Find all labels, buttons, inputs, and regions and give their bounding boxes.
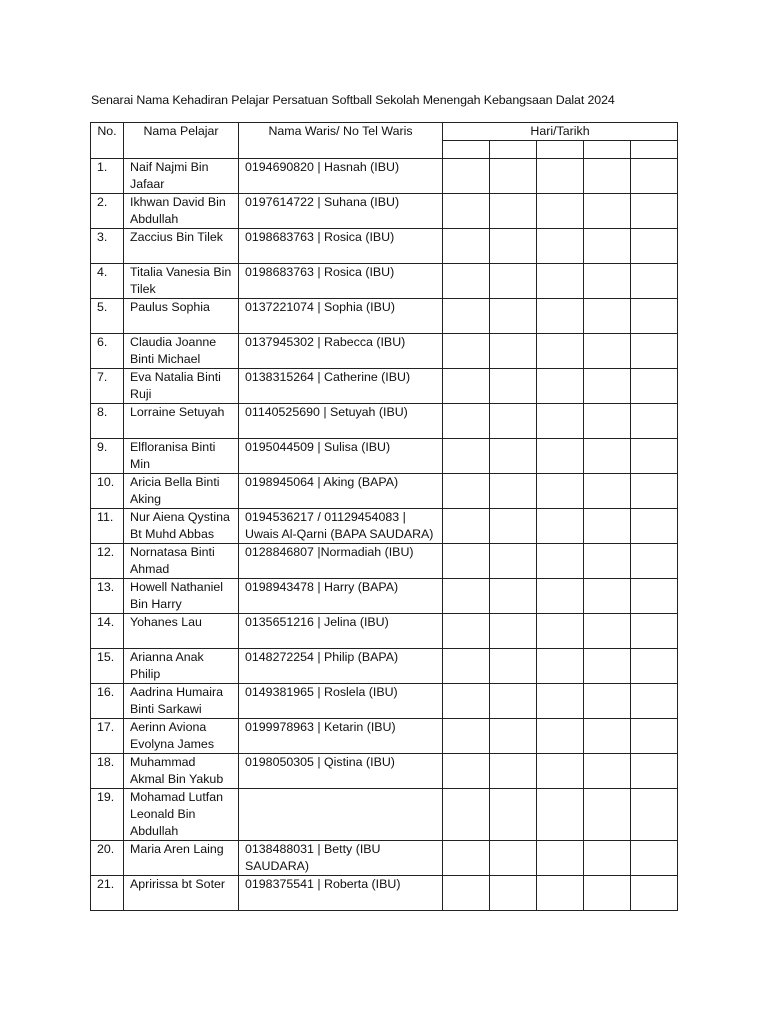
header-day-date: Hari/Tarikh xyxy=(443,123,678,141)
guardian-contact: 0198945064 | Aking (BAPA) xyxy=(239,474,443,509)
attendance-cell[interactable] xyxy=(490,841,537,876)
attendance-cell[interactable] xyxy=(443,579,490,614)
attendance-cell[interactable] xyxy=(490,754,537,789)
attendance-cell[interactable] xyxy=(537,509,584,544)
guardian-contact: 0128846807 |Normadiah (IBU) xyxy=(239,544,443,579)
row-number: 4. xyxy=(91,264,124,299)
attendance-cell[interactable] xyxy=(490,264,537,299)
attendance-cell[interactable] xyxy=(490,439,537,474)
student-name: Nornatasa Binti Ahmad xyxy=(124,544,239,579)
guardian-contact: 0197614722 | Suhana (IBU) xyxy=(239,194,443,229)
header-no: No. xyxy=(91,123,124,159)
table-row xyxy=(91,229,678,264)
attendance-cell[interactable] xyxy=(443,194,490,229)
table-row xyxy=(91,841,678,876)
student-name: Maria Aren Laing xyxy=(124,841,239,876)
attendance-cell[interactable] xyxy=(443,264,490,299)
attendance-cell[interactable] xyxy=(443,876,490,911)
attendance-cell[interactable] xyxy=(584,789,631,841)
row-number: 12. xyxy=(91,544,124,579)
row-number: 11. xyxy=(91,509,124,544)
attendance-table xyxy=(90,122,678,911)
attendance-cell[interactable] xyxy=(443,299,490,334)
attendance-cell[interactable] xyxy=(584,264,631,299)
attendance-cell[interactable] xyxy=(631,719,678,754)
attendance-cell[interactable] xyxy=(631,754,678,789)
attendance-cell[interactable] xyxy=(490,544,537,579)
day-column-header-1 xyxy=(443,141,490,159)
page-title: Senarai Nama Kehadiran Pelajar Persatuan Softball Sekolah Menengah Kebangsaan Dalat 2024 xyxy=(91,93,615,107)
row-number: 17. xyxy=(91,719,124,754)
student-name: Apririssa bt Soter xyxy=(124,876,239,911)
attendance-cell[interactable] xyxy=(631,509,678,544)
attendance-cell[interactable] xyxy=(537,369,584,404)
student-name: Nur Aiena Qystina Bt Muhd Abbas xyxy=(124,509,239,544)
student-name: Yohanes Lau xyxy=(124,614,239,649)
attendance-cell[interactable] xyxy=(584,334,631,369)
attendance-cell[interactable] xyxy=(490,684,537,719)
guardian-contact: 0198375541 | Roberta (IBU) xyxy=(239,876,443,911)
attendance-cell[interactable] xyxy=(631,474,678,509)
guardian-contact: 01140525690 | Setuyah (IBU) xyxy=(239,404,443,439)
table-row xyxy=(91,684,678,719)
table-row xyxy=(91,474,678,509)
attendance-cell[interactable] xyxy=(490,649,537,684)
table-row xyxy=(91,876,678,911)
attendance-cell[interactable] xyxy=(443,544,490,579)
student-name: Arianna Anak Philip xyxy=(124,649,239,684)
attendance-cell[interactable] xyxy=(631,404,678,439)
attendance-cell[interactable] xyxy=(584,614,631,649)
attendance-cell[interactable] xyxy=(631,649,678,684)
attendance-cell[interactable] xyxy=(537,404,584,439)
attendance-cell[interactable] xyxy=(584,754,631,789)
attendance-cell[interactable] xyxy=(631,439,678,474)
student-name: Paulus Sophia xyxy=(124,299,239,334)
student-name: Elfloranisa Binti Min xyxy=(124,439,239,474)
attendance-cell[interactable] xyxy=(584,159,631,194)
attendance-cell[interactable] xyxy=(443,334,490,369)
row-number: 5. xyxy=(91,299,124,334)
attendance-cell[interactable] xyxy=(490,194,537,229)
attendance-cell[interactable] xyxy=(584,229,631,264)
attendance-cell[interactable] xyxy=(537,579,584,614)
attendance-cell[interactable] xyxy=(537,194,584,229)
attendance-cell[interactable] xyxy=(584,509,631,544)
attendance-cell[interactable] xyxy=(490,876,537,911)
attendance-cell[interactable] xyxy=(490,369,537,404)
attendance-cell[interactable] xyxy=(584,649,631,684)
attendance-cell[interactable] xyxy=(631,876,678,911)
attendance-cell[interactable] xyxy=(631,579,678,614)
table-row xyxy=(91,404,678,439)
table-row xyxy=(91,194,678,229)
attendance-cell[interactable] xyxy=(490,614,537,649)
attendance-cell[interactable] xyxy=(443,789,490,841)
attendance-cell[interactable] xyxy=(631,684,678,719)
attendance-cell[interactable] xyxy=(443,474,490,509)
attendance-cell[interactable] xyxy=(537,841,584,876)
guardian-contact: 0194690820 | Hasnah (IBU) xyxy=(239,159,443,194)
guardian-contact: 0135651216 | Jelina (IBU) xyxy=(239,614,443,649)
attendance-cell[interactable] xyxy=(490,404,537,439)
header-guardian: Nama Waris/ No Tel Waris xyxy=(239,123,443,159)
day-column-header-5 xyxy=(631,141,678,159)
attendance-cell[interactable] xyxy=(443,369,490,404)
attendance-cell[interactable] xyxy=(443,159,490,194)
attendance-cell[interactable] xyxy=(537,876,584,911)
attendance-cell[interactable] xyxy=(631,841,678,876)
attendance-cell[interactable] xyxy=(537,684,584,719)
attendance-cell[interactable] xyxy=(631,229,678,264)
row-number: 2. xyxy=(91,194,124,229)
guardian-contact: 0198050305 | Qistina (IBU) xyxy=(239,754,443,789)
attendance-cell[interactable] xyxy=(490,579,537,614)
attendance-cell[interactable] xyxy=(537,649,584,684)
table-row xyxy=(91,299,678,334)
student-name: Muhammad Akmal Bin Yakub xyxy=(124,754,239,789)
guardian-contact: 0199978963 | Ketarin (IBU) xyxy=(239,719,443,754)
guardian-contact xyxy=(239,789,443,841)
attendance-cell[interactable] xyxy=(490,474,537,509)
guardian-contact: 0194536217 / 01129454083 | Uwais Al-Qarni (BAPA SAUDARA) xyxy=(239,509,443,544)
attendance-cell[interactable] xyxy=(443,684,490,719)
attendance-cell[interactable] xyxy=(584,474,631,509)
table-header-row xyxy=(91,123,678,141)
attendance-cell[interactable] xyxy=(584,404,631,439)
student-name: Ikhwan David Bin Abdullah xyxy=(124,194,239,229)
student-name: Lorraine Setuyah xyxy=(124,404,239,439)
attendance-cell[interactable] xyxy=(443,754,490,789)
student-name: Zaccius Bin Tilek xyxy=(124,229,239,264)
attendance-cell[interactable] xyxy=(631,159,678,194)
student-name: Howell Nathaniel Bin Harry xyxy=(124,579,239,614)
attendance-cell[interactable] xyxy=(443,404,490,439)
attendance-cell[interactable] xyxy=(443,719,490,754)
attendance-cell[interactable] xyxy=(490,159,537,194)
guardian-contact: 0195044509 | Sulisa (IBU) xyxy=(239,439,443,474)
attendance-cell[interactable] xyxy=(631,334,678,369)
attendance-cell[interactable] xyxy=(584,876,631,911)
row-number: 19. xyxy=(91,789,124,841)
attendance-cell[interactable] xyxy=(443,509,490,544)
attendance-cell[interactable] xyxy=(537,334,584,369)
attendance-cell[interactable] xyxy=(584,439,631,474)
table-row xyxy=(91,509,678,544)
row-number: 3. xyxy=(91,229,124,264)
attendance-cell[interactable] xyxy=(631,299,678,334)
attendance-cell[interactable] xyxy=(443,614,490,649)
student-name: Mohamad Lutfan Leonald Bin Abdullah xyxy=(124,789,239,841)
table-row xyxy=(91,334,678,369)
attendance-cell[interactable] xyxy=(631,264,678,299)
row-number: 10. xyxy=(91,474,124,509)
table-row xyxy=(91,544,678,579)
table-row xyxy=(91,439,678,474)
table-row xyxy=(91,789,678,841)
guardian-contact: 0138488031 | Betty (IBU SAUDARA) xyxy=(239,841,443,876)
attendance-cell[interactable] xyxy=(537,789,584,841)
attendance-cell[interactable] xyxy=(584,299,631,334)
row-number: 7. xyxy=(91,369,124,404)
row-number: 15. xyxy=(91,649,124,684)
student-name: Eva Natalia Binti Ruji xyxy=(124,369,239,404)
attendance-cell[interactable] xyxy=(584,841,631,876)
attendance-cell[interactable] xyxy=(537,264,584,299)
student-name: Claudia Joanne Binti Michael xyxy=(124,334,239,369)
row-number: 13. xyxy=(91,579,124,614)
row-number: 9. xyxy=(91,439,124,474)
attendance-cell[interactable] xyxy=(443,229,490,264)
row-number: 18. xyxy=(91,754,124,789)
row-number: 20. xyxy=(91,841,124,876)
guardian-contact: 0198683763 | Rosica (IBU) xyxy=(239,229,443,264)
student-name: Naif Najmi Bin Jafaar xyxy=(124,159,239,194)
table-row xyxy=(91,159,678,194)
student-name: Aerinn Aviona Evolyna James xyxy=(124,719,239,754)
attendance-cell[interactable] xyxy=(537,229,584,264)
attendance-cell[interactable] xyxy=(490,299,537,334)
day-column-header-2 xyxy=(490,141,537,159)
guardian-contact: 0198683763 | Rosica (IBU) xyxy=(239,264,443,299)
row-number: 8. xyxy=(91,404,124,439)
attendance-cell[interactable] xyxy=(537,474,584,509)
header-student-name: Nama Pelajar xyxy=(124,123,239,159)
guardian-contact: 0198943478 | Harry (BAPA) xyxy=(239,579,443,614)
attendance-cell[interactable] xyxy=(537,439,584,474)
row-number: 21. xyxy=(91,876,124,911)
guardian-contact: 0138315264 | Catherine (IBU) xyxy=(239,369,443,404)
table-row xyxy=(91,614,678,649)
row-number: 1. xyxy=(91,159,124,194)
row-number: 16. xyxy=(91,684,124,719)
row-number: 6. xyxy=(91,334,124,369)
table-row xyxy=(91,719,678,754)
student-name: Titalia Vanesia Bin Tilek xyxy=(124,264,239,299)
attendance-cell[interactable] xyxy=(490,719,537,754)
guardian-contact: 0137221074 | Sophia (IBU) xyxy=(239,299,443,334)
attendance-cell[interactable] xyxy=(631,614,678,649)
attendance-cell[interactable] xyxy=(537,754,584,789)
table-body xyxy=(91,159,678,911)
attendance-cell[interactable] xyxy=(490,789,537,841)
attendance-cell[interactable] xyxy=(584,194,631,229)
attendance-cell[interactable] xyxy=(631,194,678,229)
attendance-cell[interactable] xyxy=(584,579,631,614)
guardian-contact: 0148272254 | Philip (BAPA) xyxy=(239,649,443,684)
attendance-cell[interactable] xyxy=(490,334,537,369)
table-row xyxy=(91,264,678,299)
attendance-cell[interactable] xyxy=(537,614,584,649)
attendance-cell[interactable] xyxy=(584,369,631,404)
attendance-cell[interactable] xyxy=(584,719,631,754)
guardian-contact: 0149381965 | Roslela (IBU) xyxy=(239,684,443,719)
attendance-cell[interactable] xyxy=(490,509,537,544)
attendance-cell[interactable] xyxy=(537,159,584,194)
attendance-cell[interactable] xyxy=(537,719,584,754)
attendance-cell[interactable] xyxy=(443,649,490,684)
attendance-cell[interactable] xyxy=(631,789,678,841)
student-name: Aadrina Humaira Binti Sarkawi xyxy=(124,684,239,719)
table-row xyxy=(91,754,678,789)
guardian-contact: 0137945302 | Rabecca (IBU) xyxy=(239,334,443,369)
attendance-cell[interactable] xyxy=(584,544,631,579)
attendance-cell[interactable] xyxy=(490,229,537,264)
attendance-cell[interactable] xyxy=(631,369,678,404)
day-column-header-4 xyxy=(584,141,631,159)
table-row xyxy=(91,579,678,614)
attendance-cell[interactable] xyxy=(631,544,678,579)
attendance-cell[interactable] xyxy=(584,684,631,719)
student-name: Aricia Bella Binti Aking xyxy=(124,474,239,509)
attendance-cell[interactable] xyxy=(443,439,490,474)
row-number: 14. xyxy=(91,614,124,649)
attendance-cell[interactable] xyxy=(537,544,584,579)
table-row xyxy=(91,649,678,684)
attendance-cell[interactable] xyxy=(443,841,490,876)
day-column-header-3 xyxy=(537,141,584,159)
table-row xyxy=(91,369,678,404)
attendance-cell[interactable] xyxy=(537,299,584,334)
